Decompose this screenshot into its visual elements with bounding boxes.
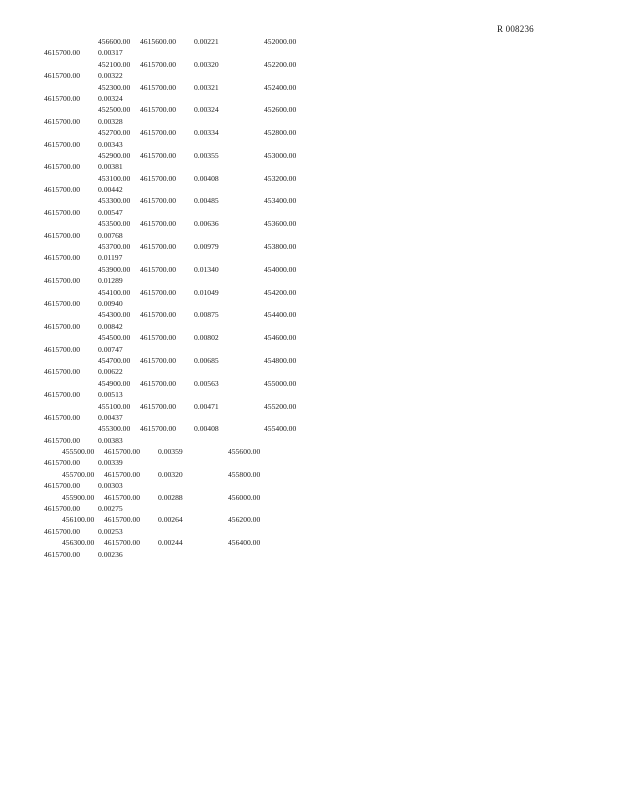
record-y-coordinate: 4615700.00 xyxy=(104,538,141,548)
record-row xyxy=(0,59,618,70)
next-value: 0.00768 xyxy=(98,230,123,240)
record-y-coordinate: 4615700.00 xyxy=(140,424,177,434)
record-x-coordinate: 455500.00 xyxy=(62,447,95,457)
record-x-coordinate: 453500.00 xyxy=(98,219,131,229)
record-continuation-row xyxy=(0,184,618,195)
next-value: 0.00442 xyxy=(98,185,123,195)
record-continuation-row xyxy=(0,139,618,150)
record-value: 0.00485 xyxy=(194,196,219,206)
next-y-coordinate: 4615700.00 xyxy=(44,71,81,81)
record-row xyxy=(0,469,618,480)
record-continuation-row xyxy=(0,116,618,127)
record-continuation-row xyxy=(0,93,618,104)
next-value: 0.00303 xyxy=(98,481,123,491)
next-y-coordinate: 4615700.00 xyxy=(44,367,81,377)
next-x-coordinate: 456200.00 xyxy=(228,515,261,525)
next-y-coordinate: 4615700.00 xyxy=(44,276,81,286)
record-x-coordinate: 454700.00 xyxy=(98,355,131,365)
next-value: 0.00275 xyxy=(98,504,123,514)
record-y-coordinate: 4615700.00 xyxy=(140,105,177,115)
record-y-coordinate: 4615700.00 xyxy=(140,378,177,388)
next-y-coordinate: 4615700.00 xyxy=(44,344,81,354)
next-value: 0.00328 xyxy=(98,116,123,126)
record-x-coordinate: 454900.00 xyxy=(98,378,131,388)
record-continuation-row xyxy=(0,47,618,58)
record-x-coordinate: 452100.00 xyxy=(98,59,131,69)
record-continuation-row xyxy=(0,412,618,423)
record-value: 0.00802 xyxy=(194,333,219,343)
record-continuation-row xyxy=(0,230,618,241)
record-row xyxy=(0,127,618,138)
record-row xyxy=(0,309,618,320)
record-y-coordinate: 4615700.00 xyxy=(140,82,177,92)
next-value: 0.00317 xyxy=(98,48,123,58)
record-value: 0.00264 xyxy=(158,515,183,525)
record-value: 0.00979 xyxy=(194,242,219,252)
next-x-coordinate: 452400.00 xyxy=(264,82,297,92)
next-y-coordinate: 4615700.00 xyxy=(44,139,81,149)
record-x-coordinate: 453300.00 xyxy=(98,196,131,206)
next-x-coordinate: 456000.00 xyxy=(228,492,261,502)
next-value: 0.00842 xyxy=(98,321,123,331)
record-value: 0.00320 xyxy=(194,59,219,69)
record-x-coordinate: 456600.00 xyxy=(98,37,131,46)
next-value: 0.00622 xyxy=(98,367,123,377)
record-row xyxy=(0,241,618,252)
record-value: 0.00334 xyxy=(194,128,219,138)
record-value: 0.00321 xyxy=(194,82,219,92)
record-continuation-row xyxy=(0,298,618,309)
record-x-coordinate: 454100.00 xyxy=(98,287,131,297)
next-value: 0.00343 xyxy=(98,139,123,149)
record-row xyxy=(0,150,618,161)
record-value: 0.00408 xyxy=(194,173,219,183)
record-y-coordinate: 4615700.00 xyxy=(104,515,141,525)
next-x-coordinate: 452200.00 xyxy=(264,59,297,69)
next-x-coordinate: 453600.00 xyxy=(264,219,297,229)
next-y-coordinate: 4615700.00 xyxy=(44,481,81,491)
record-y-coordinate: 4615700.00 xyxy=(140,355,177,365)
record-y-coordinate: 4615700.00 xyxy=(140,264,177,274)
next-value: 0.00747 xyxy=(98,344,123,354)
next-x-coordinate: 456400.00 xyxy=(228,538,261,548)
next-y-coordinate: 4615700.00 xyxy=(44,504,81,514)
record-value: 0.00355 xyxy=(194,150,219,160)
record-continuation-row xyxy=(0,161,618,172)
record-row xyxy=(0,82,618,93)
record-y-coordinate: 4615700.00 xyxy=(140,59,177,69)
next-x-coordinate: 454800.00 xyxy=(264,355,297,365)
next-y-coordinate: 4615700.00 xyxy=(44,162,81,172)
next-y-coordinate: 4615700.00 xyxy=(44,48,81,58)
record-y-coordinate: 4615700.00 xyxy=(140,242,177,252)
next-value: 0.01197 xyxy=(98,253,123,263)
record-continuation-row xyxy=(0,252,618,263)
record-value: 0.00221 xyxy=(194,37,219,46)
record-y-coordinate: 4615700.00 xyxy=(140,128,177,138)
next-value: 0.00547 xyxy=(98,207,123,217)
record-y-coordinate: 4615700.00 xyxy=(140,310,177,320)
record-y-coordinate: 4615700.00 xyxy=(140,173,177,183)
record-continuation-row xyxy=(0,549,618,560)
record-row xyxy=(0,173,618,184)
next-y-coordinate: 4615700.00 xyxy=(44,412,81,422)
record-x-coordinate: 452300.00 xyxy=(98,82,131,92)
next-value: 0.00322 xyxy=(98,71,123,81)
record-row xyxy=(0,287,618,298)
record-x-coordinate: 452700.00 xyxy=(98,128,131,138)
next-y-coordinate: 4615700.00 xyxy=(44,185,81,195)
next-x-coordinate: 452000.00 xyxy=(264,37,297,46)
record-row xyxy=(0,218,618,229)
next-y-coordinate: 4615700.00 xyxy=(44,116,81,126)
record-y-coordinate: 4615700.00 xyxy=(140,287,177,297)
next-x-coordinate: 454600.00 xyxy=(264,333,297,343)
record-value: 0.00320 xyxy=(158,469,183,479)
next-value: 0.00940 xyxy=(98,298,123,308)
record-row xyxy=(0,195,618,206)
next-value: 0.01289 xyxy=(98,276,123,286)
record-row xyxy=(0,537,618,548)
record-value: 0.00563 xyxy=(194,378,219,388)
record-row xyxy=(0,401,618,412)
record-row xyxy=(0,104,618,115)
next-x-coordinate: 455600.00 xyxy=(228,447,261,457)
record-continuation-row xyxy=(0,344,618,355)
record-continuation-row xyxy=(0,70,618,81)
next-y-coordinate: 4615700.00 xyxy=(44,298,81,308)
record-x-coordinate: 455700.00 xyxy=(62,469,95,479)
next-value: 0.00381 xyxy=(98,162,123,172)
next-x-coordinate: 452800.00 xyxy=(264,128,297,138)
next-x-coordinate: 455400.00 xyxy=(264,424,297,434)
record-value: 0.00408 xyxy=(194,424,219,434)
next-value: 0.00236 xyxy=(98,549,123,559)
record-y-coordinate: 4615700.00 xyxy=(140,196,177,206)
record-row xyxy=(0,492,618,503)
record-value: 0.00324 xyxy=(194,105,219,115)
record-y-coordinate: 4615700.00 xyxy=(104,447,141,457)
record-row xyxy=(0,36,618,47)
record-x-coordinate: 455100.00 xyxy=(98,401,131,411)
next-value: 0.00383 xyxy=(98,435,123,445)
next-x-coordinate: 454400.00 xyxy=(264,310,297,320)
record-value: 0.01340 xyxy=(194,264,219,274)
next-x-coordinate: 455200.00 xyxy=(264,401,297,411)
next-y-coordinate: 4615700.00 xyxy=(44,207,81,217)
record-x-coordinate: 455300.00 xyxy=(98,424,131,434)
record-x-coordinate: 456100.00 xyxy=(62,515,95,525)
next-x-coordinate: 455000.00 xyxy=(264,378,297,388)
record-x-coordinate: 453900.00 xyxy=(98,264,131,274)
record-y-coordinate: 4615700.00 xyxy=(140,150,177,160)
record-y-coordinate: 4615700.00 xyxy=(140,401,177,411)
record-x-coordinate: 454300.00 xyxy=(98,310,131,320)
page-identifier: R 008236 xyxy=(497,24,534,34)
next-y-coordinate: 4615700.00 xyxy=(44,230,81,240)
record-continuation-row xyxy=(0,480,618,491)
record-y-coordinate: 4615700.00 xyxy=(104,492,141,502)
record-continuation-row xyxy=(0,275,618,286)
record-x-coordinate: 453100.00 xyxy=(98,173,131,183)
next-x-coordinate: 454200.00 xyxy=(264,287,297,297)
record-x-coordinate: 454500.00 xyxy=(98,333,131,343)
record-value: 0.00288 xyxy=(158,492,183,502)
next-y-coordinate: 4615700.00 xyxy=(44,390,81,400)
next-x-coordinate: 454000.00 xyxy=(264,264,297,274)
next-y-coordinate: 4615700.00 xyxy=(44,253,81,263)
record-value: 0.00244 xyxy=(158,538,183,548)
record-row xyxy=(0,332,618,343)
record-row xyxy=(0,446,618,457)
record-row xyxy=(0,378,618,389)
record-row xyxy=(0,514,618,525)
record-value: 0.00875 xyxy=(194,310,219,320)
next-x-coordinate: 452600.00 xyxy=(264,105,297,115)
next-value: 0.00324 xyxy=(98,93,123,103)
record-y-coordinate: 4615600.00 xyxy=(140,37,177,46)
next-value: 0.00437 xyxy=(98,412,123,422)
next-y-coordinate: 4615700.00 xyxy=(44,93,81,103)
next-y-coordinate: 4615700.00 xyxy=(44,321,81,331)
data-listing xyxy=(0,36,618,560)
record-continuation-row xyxy=(0,526,618,537)
next-y-coordinate: 4615700.00 xyxy=(44,549,81,559)
record-row xyxy=(0,355,618,366)
record-value: 0.00471 xyxy=(194,401,219,411)
record-x-coordinate: 452500.00 xyxy=(98,105,131,115)
record-continuation-row xyxy=(0,457,618,468)
record-row xyxy=(0,423,618,434)
record-continuation-row xyxy=(0,435,618,446)
next-x-coordinate: 453200.00 xyxy=(264,173,297,183)
next-y-coordinate: 4615700.00 xyxy=(44,458,81,468)
record-continuation-row xyxy=(0,389,618,400)
next-value: 0.00253 xyxy=(98,526,123,536)
record-x-coordinate: 453700.00 xyxy=(98,242,131,252)
record-row xyxy=(0,264,618,275)
record-y-coordinate: 4615700.00 xyxy=(140,333,177,343)
record-continuation-row xyxy=(0,207,618,218)
record-continuation-row xyxy=(0,503,618,514)
record-y-coordinate: 4615700.00 xyxy=(140,219,177,229)
next-x-coordinate: 453000.00 xyxy=(264,150,297,160)
record-x-coordinate: 456300.00 xyxy=(62,538,95,548)
record-value: 0.00359 xyxy=(158,447,183,457)
next-value: 0.00513 xyxy=(98,390,123,400)
next-value: 0.00339 xyxy=(98,458,123,468)
record-continuation-row xyxy=(0,321,618,332)
next-x-coordinate: 455800.00 xyxy=(228,469,261,479)
next-x-coordinate: 453400.00 xyxy=(264,196,297,206)
next-x-coordinate: 453800.00 xyxy=(264,242,297,252)
record-value: 0.00636 xyxy=(194,219,219,229)
next-y-coordinate: 4615700.00 xyxy=(44,526,81,536)
record-x-coordinate: 452900.00 xyxy=(98,150,131,160)
record-value: 0.00685 xyxy=(194,355,219,365)
record-value: 0.01049 xyxy=(194,287,219,297)
next-y-coordinate: 4615700.00 xyxy=(44,435,81,445)
record-y-coordinate: 4615700.00 xyxy=(104,469,141,479)
record-x-coordinate: 455900.00 xyxy=(62,492,95,502)
record-continuation-row xyxy=(0,366,618,377)
